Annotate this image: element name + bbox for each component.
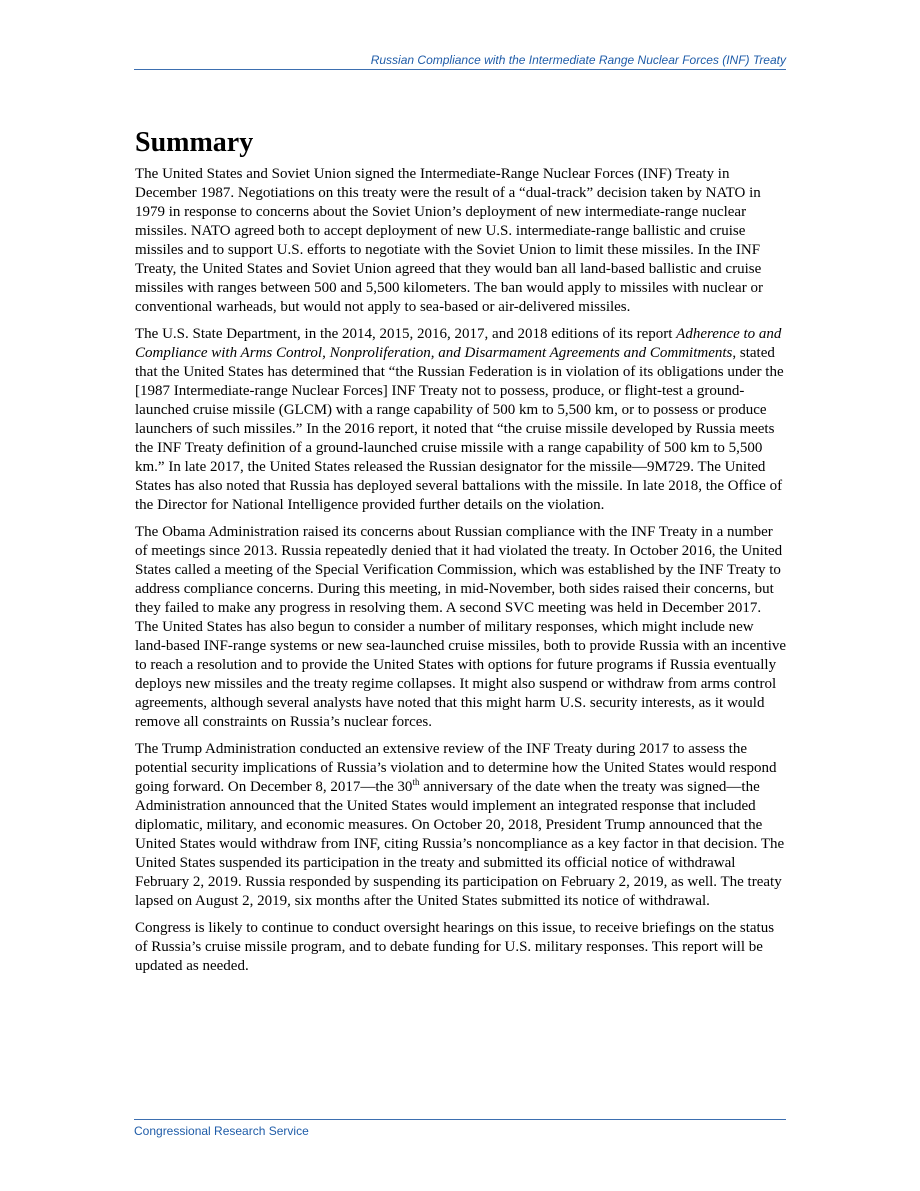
paragraph-obama-administration: The Obama Administration raised its concerns about Russian compliance with the INF Treaty in a number of meetings since 2013. Russia repeatedly denied that it had violated the treaty. In October 2016, the United States called a meeting of the Special Verification Commission, which was established by the INF Treaty to address compliance concerns. During this meeting, in mid-November, both sides raised their concerns, but they failed to make any progress in resolving them. A second SVC meeting was held in December 2017. The United States has also begun to consider a number of military responses, which might include new land-based INF-range systems or new sea-launched cruise missiles, both to provide Russia with an incentive to reach a resolution and to provide the United States with options for future programs if Russia eventually deploys new missiles and the treaty regime collapses. It might also suspend or withdraw from arms control agreements, although several analysts have noted that this might harm U.S. security interests, as it would remove all constraints on Russia’s nuclear forces. <box>135 524 787 730</box>
summary-heading: Summary <box>135 127 254 158</box>
page-footer <box>134 1119 786 1139</box>
paragraph-state-department <box>135 325 787 515</box>
report-title: Adherence to and Compliance with Arms Control, Nonproliferation, and Disarmament Agreements and Commitments <box>135 326 782 361</box>
paragraph-text: anniversary of the date when the treaty was signed—the Administration announced that the United States would implement an integrated response that included diplomatic, military, and economic measures. On October 20, 2018, President Trump announced that the United States would withdraw from INF, citing Russia’s noncompliance as a key factor in that decision. The United States suspended its participation in the treaty and submitted its official notice of withdrawal February 2, 2019. Russia responded by suspending its participation on February 2, 2019, as well. The treaty lapsed on August 2, 2019, six months after the United States submitted its notice of withdrawal. <box>135 779 785 909</box>
paragraph-congress: Congress is likely to continue to conduct oversight hearings on this issue, to receive briefings on the status of Russia’s cruise missile program, and to debate funding for U.S. military responses. This report will be updated as needed. <box>135 920 775 974</box>
paragraph-text: The U.S. State Department, in the 2014, 2015, 2016, 2017, and 2018 editions of its report <box>135 326 677 342</box>
running-title: Russian Compliance with the Intermediate Range Nuclear Forces (INF) Treaty <box>370 53 786 67</box>
running-header <box>134 53 786 70</box>
publisher-name: Congressional Research Service <box>134 1124 309 1138</box>
paragraph-trump-administration <box>135 740 787 911</box>
page-body <box>135 124 787 984</box>
paragraph-text: The Trump Administration conducted an extensive review of the INF Treaty during 2017 to assess the potential security implications of Russia’s violation and to determine how the United States would respond going forward. On December 8, 2017—the 30 <box>135 741 777 795</box>
paragraph-text: , stated that the United States has determined that “the Russian Federation is in violation of its obligations under the [1987 Intermediate-range Nuclear Forces] INF Treaty not to possess, produce, or flight-test a ground-launched cruise missile (GLCM) with a range capability of 500 km to 5,500 km, or to possess or produce launchers of such missiles.” In the 2016 report, it noted that “the cruise missile developed by Russia meets the INF Treaty definition of a ground-launched cruise missile with a range capability of 500 km to 5,500 km.” In late 2017, the United States released the Russian designator for the missile—9M729. The United States has also noted that Russia has deployed several battalions with the missile. In late 2018, the Office of the Director for National Intelligence provided further details on the violation. <box>135 345 784 513</box>
paragraph-inf-background: The United States and Soviet Union signed the Intermediate-Range Nuclear Forces (INF) Treaty in December 1987. Negotiations on this treaty were the result of a “dual-track” decision taken by NATO in 1979 in response to concerns about the Soviet Union’s deployment of new intermediate-range nuclear missiles. NATO agreed both to accept deployment of new U.S. intermediate-range ballistic and cruise missiles and to support U.S. efforts to negotiate with the Soviet Union to limit these missiles. In the INF Treaty, the United States and Soviet Union agreed that they would ban all land-based ballistic and cruise missiles with ranges between 500 and 5,500 kilometers. The ban would apply to missiles with nuclear or conventional warheads, but would not apply to sea-based or air-delivered missiles. <box>135 166 763 315</box>
ordinal-superscript: th <box>412 777 420 787</box>
